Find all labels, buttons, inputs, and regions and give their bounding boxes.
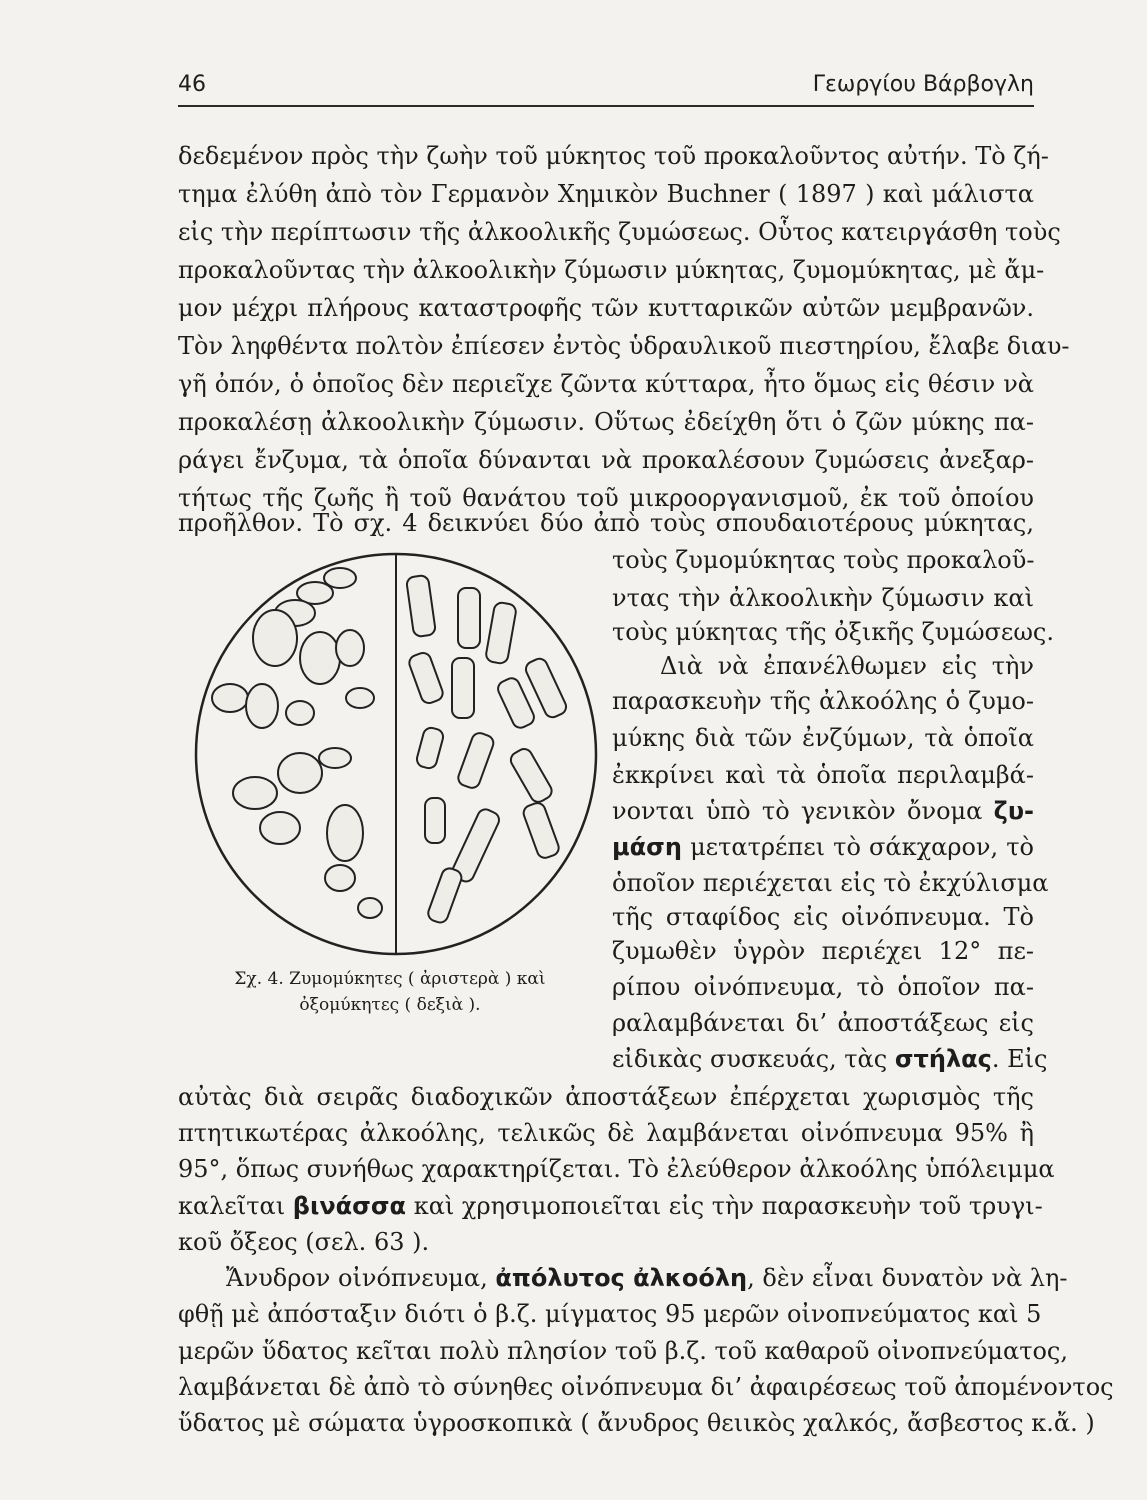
text-run: νονται ὑπὸ τὸ γενικὸν ὄνομα xyxy=(612,797,983,825)
text-line: εἰς τὴν περίπτωσιν τῆς ἀλκοολικῆς ζυμώσεως. Οὗτος κατειργάσθη τοὺς xyxy=(178,218,1061,246)
text-line: παρασκευὴν τῆς ἀλκοόλης ὁ ζυμο- xyxy=(612,687,1034,715)
text-line: πτητικωτέρας ἀλκοόλης, τελικῶς δὲ λαμβάνεται οἰνόπνευμα 95% ἢ xyxy=(178,1119,1034,1147)
text-line: τοὺς ζυμομύκητας τοὺς προκαλοῦ- xyxy=(612,546,1035,574)
text-run: καὶ χρησιμοποιεῖται εἰς τὴν παρασκευὴν τοῦ τρυγι- xyxy=(413,1192,1043,1220)
text-run: μετατρέπει τὸ σάκχαρον, τὸ xyxy=(690,833,1034,861)
text-line: κοῦ ὄξεος (σελ. 63 ). xyxy=(178,1228,430,1256)
text-line xyxy=(612,1040,1048,1078)
text-line xyxy=(612,828,1034,866)
text-line xyxy=(612,792,1034,830)
page-number: 46 xyxy=(178,72,206,97)
text-line: τημα ἐλύθη ἀπὸ τὸν Γερμανὸν Χημικὸν Buchner ( 1897 ) καὶ μάλιστα xyxy=(178,180,1034,208)
term-vinassa: βινάσσα xyxy=(292,1192,407,1220)
yeast-cells xyxy=(212,568,382,918)
text-line: αὐτὰς διὰ σειρᾶς διαδοχικῶν ἀποστάξεων ἐπέρχεται χωρισμὸς τῆς xyxy=(178,1083,1034,1111)
text-run: , δὲν εἶναι δυνατὸν νὰ λη- xyxy=(747,1264,1068,1292)
term-zymase: ζυ- xyxy=(993,797,1034,825)
acetic-bacteria xyxy=(406,575,569,925)
text-line: ράγει ἔνζυμα, τὰ ὁποῖα δύνανται νὰ προκαλέσουν ζυμώσεις ἀνεξαρ- xyxy=(178,446,1034,474)
text-line: ρίπου οἰνόπνευμα, τὸ ὁποῖον πα- xyxy=(612,973,1034,1001)
header-rule xyxy=(178,105,1034,107)
text-line: ὁποῖον περιέχεται εἰς τὸ ἐκχύλισμα xyxy=(612,869,1049,897)
text-line: τήτως τῆς ζωῆς ἢ τοῦ θανάτου τοῦ μικροοργανισμοῦ, ἐκ τοῦ ὁποίου xyxy=(178,484,1034,512)
text-line: δεδεμένον πρὸς τὴν ζωὴν τοῦ μύκητος τοῦ προκαλοῦντος αὐτήν. Τὸ ζή- xyxy=(178,142,1049,170)
text-line: ἐκκρίνει καὶ τὰ ὁποῖα περιλαμβά- xyxy=(612,761,1034,789)
figure-caption: ὀξομύκητες ( δεξιὰ ). xyxy=(299,995,481,1015)
text-line: ραλαμβάνεται δι’ ἀποστάξεως εἰς xyxy=(612,1009,1034,1037)
text-line: 95°, ὅπως συνήθως χαρακτηρίζεται. Τὸ ἐλεύθερον ἀλκοόλης ὑπόλειμμα xyxy=(178,1155,1055,1183)
page-header xyxy=(178,72,1034,102)
text-line: μερῶν ὕδατος κεῖται πολὺ πλησίον τοῦ β.ζ. τοῦ καθαροῦ οἰνοπνεύματος, xyxy=(178,1337,1069,1365)
text-run: Ἄνυδρον οἰνόπνευμα, xyxy=(226,1264,488,1292)
text-line: Τὸν ληφθέντα πολτὸν ἐπίεσεν ἐντὸς ὑδραυλικοῦ πιεστηρίου, ἔλαβε διαυ- xyxy=(178,332,1070,360)
text-line: λαμβάνεται δὲ ἀπὸ τὸ σύνηθες οἰνόπνευμα δι’ ἀφαιρέσεως τοῦ ἀπομένοντος xyxy=(178,1373,1114,1401)
text-line: προκαλοῦντας τὴν ἀλκοολικὴν ζύμωσιν μύκητας, ζυμομύκητας, μὲ ἄμ- xyxy=(178,256,1045,284)
text-line: μον μέχρι πλήρους καταστροφῆς τῶν κυτταρικῶν αὐτῶν μεμβρανῶν. xyxy=(178,294,1034,322)
term-absolute-alcohol: ἀπόλυτος ἀλκοόλη xyxy=(495,1264,748,1292)
text-line: ζυμωθὲν ὑγρὸν περιέχει 12° πε- xyxy=(612,937,1034,965)
text-line: μύκης διὰ τῶν ἐνζύμων, τὰ ὁποῖα xyxy=(612,724,1034,752)
text-line: φθῇ μὲ ἀπόσταξιν διότι ὁ β.ζ. μίγματος 95 μερῶν οἰνοπνεύματος καὶ 5 xyxy=(178,1300,1042,1328)
text-line: γῆ ὀπόν, ὁ ὁποῖος δὲν περιεῖχε ζῶντα κύτταρα, ἦτο ὅμως εἰς θέσιν νὰ xyxy=(178,370,1034,398)
term-zymase-cont: μάση xyxy=(612,833,682,861)
text-line: προκαλέσῃ ἀλκοολικὴν ζύμωσιν. Οὕτως ἐδείχθη ὅτι ὁ ζῶν μύκης πα- xyxy=(178,408,1034,436)
text-line xyxy=(178,1187,1043,1225)
term-columns: στήλας xyxy=(894,1045,992,1073)
text-line: τῆς σταφίδος εἰς οἰνόπνευμα. Τὸ xyxy=(612,903,1034,931)
text-run: καλεῖται xyxy=(178,1192,286,1220)
figure-caption: Σχ. 4. Ζυμομύκητες ( ἀριστερὰ ) καὶ xyxy=(234,969,546,989)
running-head: Γεωργίου Βάρβογλη xyxy=(812,72,1034,97)
text-line xyxy=(178,1259,1068,1297)
text-line: τοὺς μύκητας τῆς ὀξικῆς ζυμώσεως. xyxy=(612,618,1054,646)
text-line: Διὰ νὰ ἐπανέλθωμεν εἰς τὴν xyxy=(660,652,1034,680)
yeast-bacteria-figure xyxy=(190,548,602,960)
text-line: προῆλθον. Τὸ σχ. 4 δεικνύει δύο ἀπὸ τοὺς σπουδαιοτέρους μύκητας, xyxy=(178,509,1034,537)
text-run: . Εἰς xyxy=(991,1045,1048,1073)
text-line: ὕδατος μὲ σώματα ὑγροσκοπικὰ ( ἄνυδρος θειικὸς χαλκός, ἄσβεστος κ.ἄ. ) xyxy=(178,1409,1095,1437)
text-line: ντας τὴν ἀλκοολικὴν ζύμωσιν καὶ xyxy=(612,584,1034,612)
text-run: εἰδικὰς συσκευάς, τὰς xyxy=(612,1045,888,1073)
